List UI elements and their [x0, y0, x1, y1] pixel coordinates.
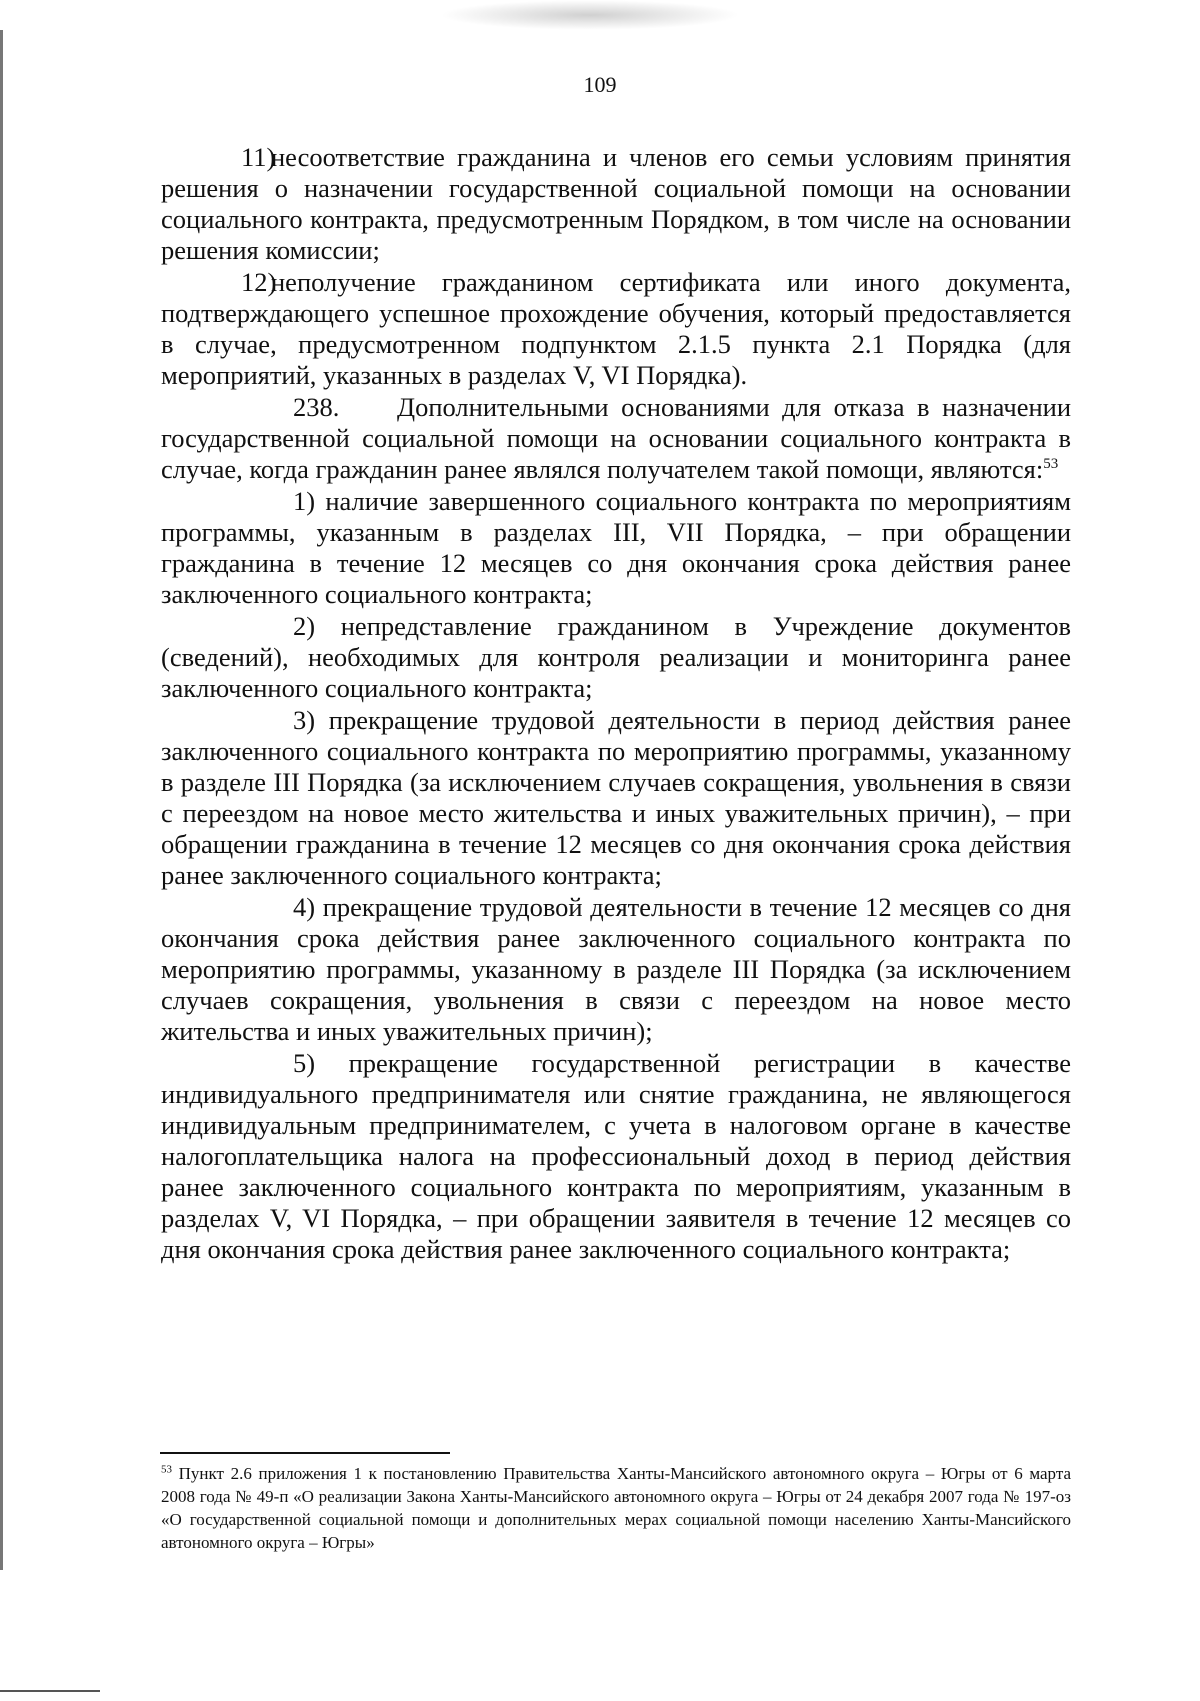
document-body — [161, 142, 1071, 1266]
item-number: 11) — [241, 142, 276, 172]
paragraph-item-12 — [161, 267, 1071, 391]
item-text: наличие завершенного социального контракта по мероприятиям программы, указанным в разделах III, VII Порядка, – при обращении гражданина в течение 12 месяцев со дня окончания срока действия ранее заключенного социального контракта; — [161, 486, 1071, 609]
scan-edge-left — [0, 30, 3, 1570]
paragraph-item-11 — [161, 142, 1071, 266]
paragraph-subitem-1 — [161, 486, 1071, 610]
footnote-separator — [160, 1452, 450, 1454]
item-number: 12) — [241, 267, 277, 297]
paragraph-subitem-5 — [161, 1048, 1071, 1265]
clause-text: Дополнительными основаниями для отказа в назначении государственной социальной помощи на основании социального контракта в случае, когда гражданин ранее являлся получателем такой помощи, являются: — [161, 392, 1071, 484]
item-number: 3) — [293, 705, 316, 735]
clause-number: 238. — [293, 392, 340, 422]
footnote — [161, 1462, 1071, 1554]
paragraph-subitem-3 — [161, 705, 1071, 891]
item-text: прекращение государственной регистрации в качестве индивидуального предпринимателя или снятие гражданина, не являющегося индивидуальным предпринимателем, с учета в налоговом органе в качестве налогоплательщика налога на профессиональный доход в период действия ранее заключенного социального контракта по мероприятиям, указанным в разделах V, VI Порядка, – при обращении заявителя в течение 12 месяцев со дня окончания срока действия ранее заключенного социального контракта; — [161, 1048, 1071, 1264]
paragraph-subitem-4 — [161, 892, 1071, 1047]
item-number: 5) — [293, 1048, 316, 1078]
scan-smudge — [440, 0, 740, 30]
item-text: непредставление гражданином в Учреждение документов (сведений), необходимых для контроля реализации и мониторинга ранее заключенного социального контракта; — [161, 611, 1072, 703]
page-number: 109 — [583, 72, 617, 97]
scan-edge-bottom — [0, 1690, 100, 1692]
paragraph-subitem-2 — [161, 611, 1071, 704]
item-text: прекращение трудовой деятельности в период действия ранее заключенного социального контракта по мероприятию программы, указанному в разделе III Порядка (за исключением случаев сокращения, увольнения в связи с переездом на новое место жительства и иных уважительных причин), – при обращении гражданина в течение 12 месяцев со дня окончания срока действия ранее заключенного социального контракта; — [161, 705, 1072, 890]
footnote-text: Пункт 2.6 приложения 1 к постановлению Правительства Ханты-Мансийского автономного округа – Югры от 6 марта 2008 года № 49-п «О реализации Закона Ханты-Мансийского автономного округа – Югры от 24 декабря 2007 года № 197-оз «О государственной социальной помощи и дополнительных мерах социальной помощи населению Ханты-Мансийского автономного округа – Югры» — [161, 1464, 1072, 1552]
item-number: 2) — [293, 611, 316, 641]
paragraph-clause-238 — [161, 392, 1071, 485]
item-number: 1) — [293, 486, 316, 516]
item-number: 4) — [293, 892, 316, 922]
footnote-reference: 53 — [1043, 456, 1059, 473]
item-text: неполучение гражданином сертификата или иного документа, подтверждающего успешное прохождение обучения, который предоставляется в случае, предусмотренном подпунктом 2.1.5 пункта 2.1 Порядка (для мероприятий, указанных в разделах V, VI Порядка). — [161, 267, 1071, 390]
item-text: несоответствие гражданина и членов его семьи условиям принятия решения о назначении государственной социальной помощи на основании социального контракта, предусмотренным Порядком, в том числе на основании решения комиссии; — [161, 142, 1071, 265]
footnote-number: 53 — [161, 1463, 172, 1476]
item-text: прекращение трудовой деятельности в течение 12 месяцев со дня окончания срока действия ранее заключенного социального контракта по мероприятию программы, указанному в разделе III Порядка (за исключением случаев сокращения, увольнения в связи с переездом на новое место жительства и иных уважительных причин); — [161, 892, 1071, 1046]
